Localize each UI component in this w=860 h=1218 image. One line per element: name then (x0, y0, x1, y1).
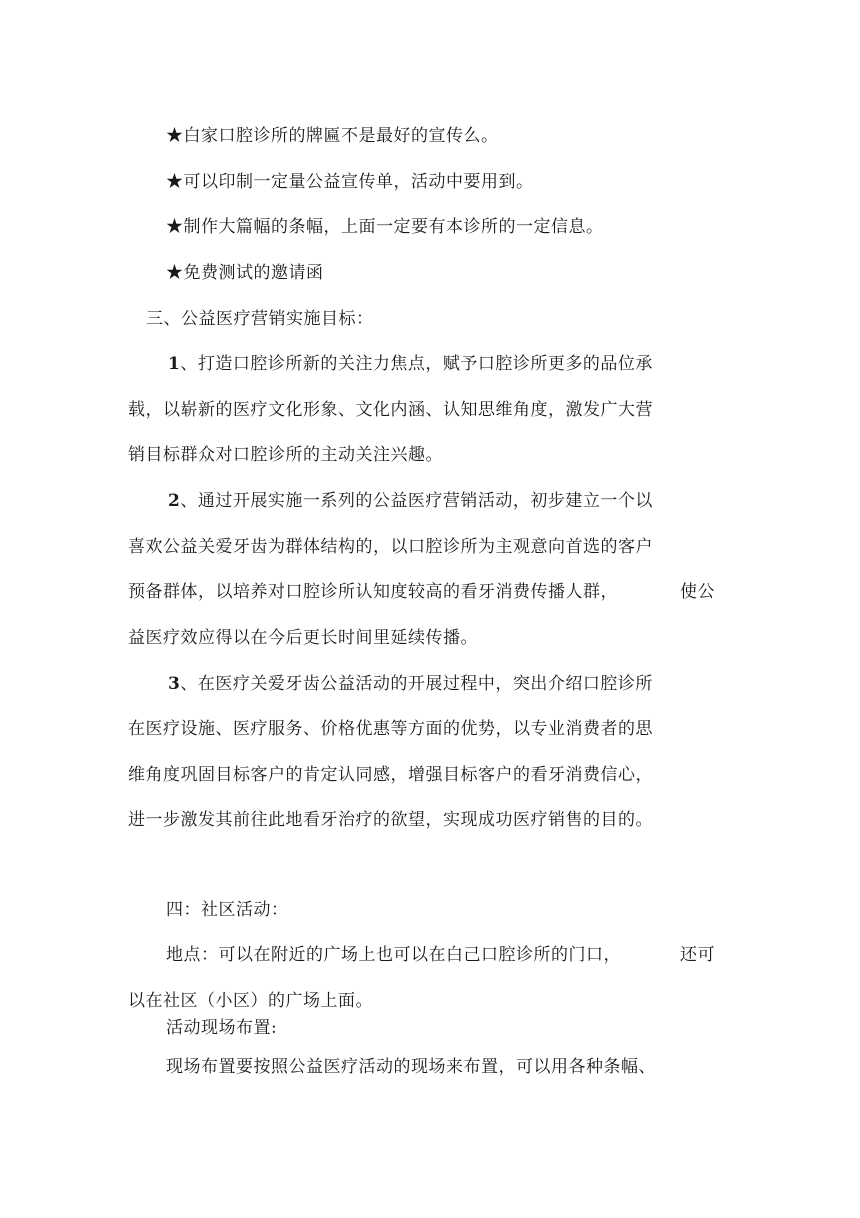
bullet-banner: ★制作大篇幅的条幅，上面一定要有本诊所的一定信息。 (166, 217, 604, 237)
para2-line1 (168, 489, 653, 513)
para2-number: 2 (168, 491, 181, 511)
para2-line3b: 使公 (680, 582, 715, 602)
location-line2: 以在社区（小区）的广场上面。 (128, 991, 373, 1011)
bullet-leaflets: ★可以印制一定量公益宣传单，活动中要用到。 (166, 172, 534, 192)
para1-line3: 销目标群众对口腔诊所的主动关注兴趣。 (128, 445, 443, 465)
para3-text1: 、在医疗关爱牙齿公益活动的开展过程中，突出介绍口腔诊所 (180, 674, 653, 694)
section3-heading: 三、公益医疗营销实施目标： (146, 309, 374, 329)
para1-text1: 、打造口腔诊所新的关注力焦点，赋予口腔诊所更多的品位承 (180, 354, 653, 374)
para1-number: 1 (168, 354, 181, 374)
para2-line2: 喜欢公益关爱牙齿为群体结构的，以口腔诊所为主观意向首选的客户 (128, 537, 653, 557)
para3-line1 (168, 672, 653, 696)
section4-heading: 四：社区活动： (166, 900, 289, 920)
location-line1-end: 还可 (680, 945, 715, 965)
layout-text: 现场布置要按照公益医疗活动的现场来布置，可以用各种条幅、 (166, 1057, 656, 1077)
bullet-invitation: ★免费测试的邀请函 (166, 263, 324, 283)
para2-line3a: 预备群体，以培养对口腔诊所认知度较高的看牙消费传播人群， (128, 582, 618, 602)
para3-line3: 维角度巩固目标客户的肯定认同感，增强目标客户的看牙消费信心， (128, 765, 653, 785)
para2-line4: 益医疗效应得以在今后更长时间里延续传播。 (128, 628, 478, 648)
para3-line4: 进一步激发其前往此地看牙治疗的欲望，实现成功医疗销售的目的。 (128, 810, 653, 830)
bullet-plaque: ★白家口腔诊所的牌匾不是最好的宣传么。 (166, 126, 499, 146)
layout-title: 活动现场布置: (166, 1018, 278, 1038)
para2-text1: 、通过开展实施一系列的公益医疗营销活动，初步建立一个以 (180, 491, 653, 511)
para1-line2: 载，以崭新的医疗文化形象、文化内涵、认知思维角度，激发广大营 (128, 400, 653, 420)
location-line1: 地点：可以在附近的广场上也可以在白己口腔诊所的门口， (166, 945, 621, 965)
para3-number: 3 (168, 674, 181, 694)
para3-line2: 在医疗设施、医疗服务、价格优惠等方面的优势，以专业消费者的思 (128, 719, 653, 739)
para1-line1 (168, 352, 653, 376)
